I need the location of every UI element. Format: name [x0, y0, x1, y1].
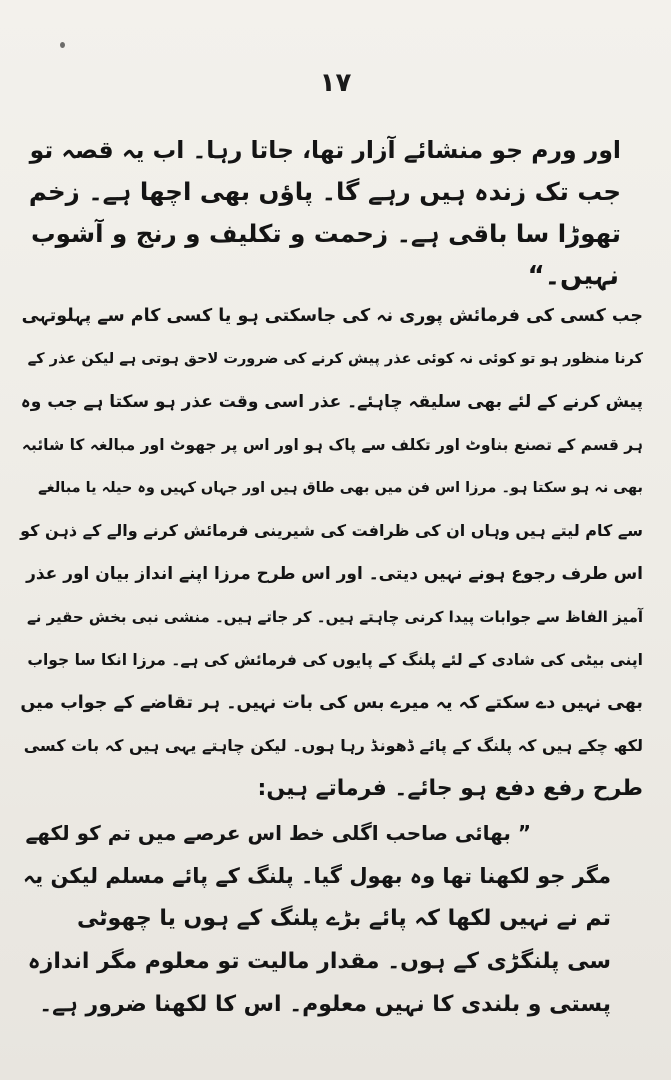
ink-speck: [60, 42, 65, 48]
body-line: آمیز الفاظ سے جوابات پیدا کرنی چاہتے ہیں۔ کر جاتے ہیں۔ منشی نبی بخش حقیر نے: [26, 608, 643, 626]
quote-line: نہیں۔“: [527, 261, 619, 291]
letter-line: ” بھائی صاحب اگلی خط اس عرصے میں تم کو لکھے: [25, 821, 531, 845]
quote-line: اور ورم جو منشائے آزار تھا، جاتا رہا۔ اب یہ قصہ تو: [29, 136, 621, 164]
body-line: کرنا منظور ہو تو کوئی نہ کوئی عذر پیش کرنے کی ضرورت لاحق ہوتی ہے لیکن عذر کے: [27, 351, 643, 367]
letter-line: سی پلنگڑی کے ہوں۔ مقدار مالیت تو معلوم مگر اندازہ: [27, 949, 611, 974]
body-line: سے کام لیتے ہیں وہاں ان کی ظرافت کی شیرینی فرمائش کرنے والے کے ذہن کو: [20, 521, 643, 540]
letter-line: تم نے نہیں لکھا کہ پائے بڑے پلنگ کے ہوں یا چھوٹی: [77, 906, 611, 931]
body-line: پیش کرنے کے لئے بھی سلیقہ چاہئے۔ عذر اسی وقت عذر ہو سکتا ہے جب وہ: [20, 392, 643, 412]
body-line: اپنی بیٹی کی شادی کے لئے پلنگ کے پایوں کی فرمائش کی ہے۔ مرزا انکا سا جواب: [27, 651, 643, 669]
body-line: بھی نہیں دے سکتے کہ یہ میرے بس کی بات نہیں۔ ہر تقاضے کے جواب میں: [20, 693, 643, 713]
body-line: طرح رفع دفع ہو جائے۔ فرماتے ہیں:: [257, 776, 643, 801]
body-line: اس طرف رجوع ہونے نہیں دیتی۔ اور اس طرح مرزا اپنے انداز بیان اور عذر: [26, 564, 643, 584]
page-number: ۱۷: [319, 68, 352, 98]
body-line: لکھ چکے ہیں کہ پلنگ کے پائے ڈھونڈ رہا ہوں۔ لیکن چاہتے یہی ہیں کہ بات کسی: [23, 736, 643, 755]
letter-line: پستی و بلندی کا نہیں معلوم۔ اس کا لکھنا ضرور ہے۔: [39, 992, 611, 1017]
body-line: جب کسی کی فرمائش پوری نہ کی جاسکتی ہو یا کسی کام سے پہلوتہی: [21, 306, 643, 326]
body-line: ہر قسم کے تصنع بناوٹ اور تکلف سے پاک ہو اور اس پر جھوٹ اور مبالغہ کا شائبہ: [21, 436, 643, 454]
body-line: بھی نہ ہو سکتا ہو۔ مرزا اس فن میں بھی طاق ہیں اور جہاں کہیں وہ حیلہ یا مبالغے: [38, 480, 643, 496]
letter-line: مگر جو لکھنا تھا وہ بھول گیا۔ پلنگ کے پائے مسلم لیکن یہ: [22, 864, 611, 888]
quote-line: جب تک زندہ ہیں رہے گا۔ پاؤں بھی اچھا ہے۔ زخم: [28, 177, 621, 206]
quote-line: تھوڑا سا باقی ہے۔ زحمت و تکلیف و رنج و آشوب: [31, 219, 621, 248]
